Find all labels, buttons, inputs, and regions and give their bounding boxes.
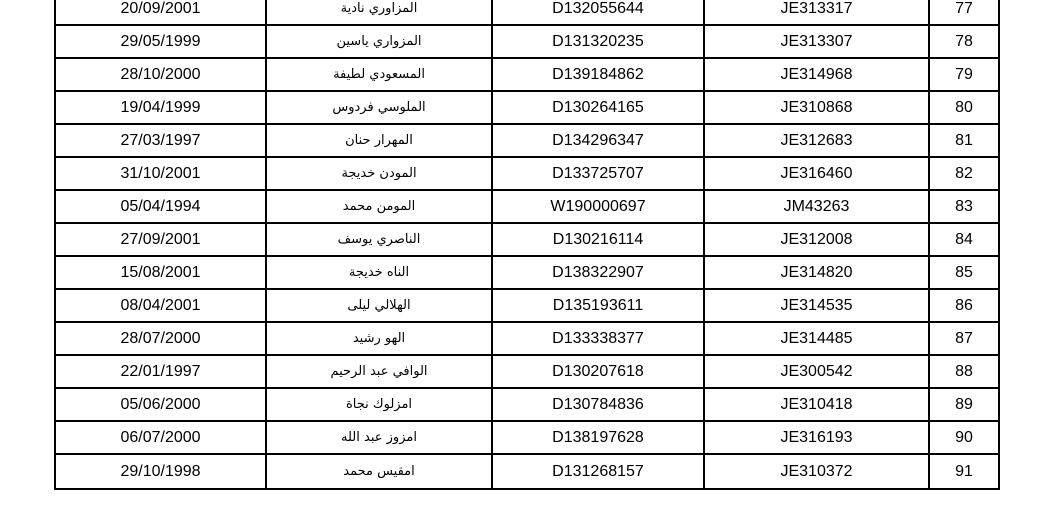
birth-date-cell: 06/07/2000: [55, 421, 266, 454]
table-row: [55, 223, 999, 256]
student-code-cell: JE316193: [704, 421, 929, 454]
table-row: [55, 124, 999, 157]
student-code-cell: JE312008: [704, 223, 929, 256]
table-body: [55, 0, 999, 489]
full-name-cell: المزاوري نادية: [266, 0, 492, 25]
birth-date-cell: 19/04/1999: [55, 91, 266, 124]
row-number-cell: 79: [929, 58, 999, 91]
full-name-cell: امزوز عبد الله: [266, 421, 492, 454]
table-row: [55, 454, 999, 489]
full-name-cell: المومن محمد: [266, 190, 492, 223]
row-number-cell: 87: [929, 322, 999, 355]
full-name-cell: الناصري يوسف: [266, 223, 492, 256]
student-code-cell: JE314820: [704, 256, 929, 289]
id-number-cell: D131320235: [492, 25, 704, 58]
full-name-cell: امقيس محمد: [266, 454, 492, 489]
student-code-cell: JE313317: [704, 0, 929, 25]
birth-date-cell: 31/10/2001: [55, 157, 266, 190]
student-code-cell: JE313307: [704, 25, 929, 58]
id-number-cell: D135193611: [492, 289, 704, 322]
student-code-cell: JE310418: [704, 388, 929, 421]
birth-date-cell: 15/08/2001: [55, 256, 266, 289]
student-code-cell: JE314485: [704, 322, 929, 355]
id-number-cell: D130216114: [492, 223, 704, 256]
table-row: [55, 421, 999, 454]
table-row: [55, 289, 999, 322]
row-number-cell: 89: [929, 388, 999, 421]
full-name-cell: الوافي عبد الرحيم: [266, 355, 492, 388]
student-code-cell: JE316460: [704, 157, 929, 190]
table-row: [55, 157, 999, 190]
student-code-cell: JE310868: [704, 91, 929, 124]
full-name-cell: امزلوك نجاة: [266, 388, 492, 421]
full-name-cell: المودن خديجة: [266, 157, 492, 190]
student-code-cell: JE312683: [704, 124, 929, 157]
table-row: [55, 322, 999, 355]
student-code-cell: JE314968: [704, 58, 929, 91]
id-number-cell: W190000697: [492, 190, 704, 223]
table-row: [55, 190, 999, 223]
table-row: [55, 388, 999, 421]
id-number-cell: D132055644: [492, 0, 704, 25]
birth-date-cell: 29/05/1999: [55, 25, 266, 58]
full-name-cell: الملوسي فردوس: [266, 91, 492, 124]
birth-date-cell: 29/10/1998: [55, 454, 266, 489]
row-number-cell: 85: [929, 256, 999, 289]
id-number-cell: D131268157: [492, 454, 704, 489]
student-list-table: [54, 0, 1000, 490]
row-number-cell: 88: [929, 355, 999, 388]
birth-date-cell: 28/10/2000: [55, 58, 266, 91]
row-number-cell: 78: [929, 25, 999, 58]
row-number-cell: 91: [929, 454, 999, 489]
table-row: [55, 58, 999, 91]
full-name-cell: المسعودي لطيفة: [266, 58, 492, 91]
row-number-cell: 82: [929, 157, 999, 190]
birth-date-cell: 05/04/1994: [55, 190, 266, 223]
row-number-cell: 83: [929, 190, 999, 223]
row-number-cell: 84: [929, 223, 999, 256]
student-code-cell: JM43263: [704, 190, 929, 223]
id-number-cell: D138197628: [492, 421, 704, 454]
table-row: [55, 91, 999, 124]
full-name-cell: الهلالي ليلى: [266, 289, 492, 322]
student-code-cell: JE300542: [704, 355, 929, 388]
full-name-cell: الهو رشيد: [266, 322, 492, 355]
row-number-cell: 80: [929, 91, 999, 124]
row-number-cell: 77: [929, 0, 999, 25]
id-number-cell: D133725707: [492, 157, 704, 190]
row-number-cell: 90: [929, 421, 999, 454]
id-number-cell: D139184862: [492, 58, 704, 91]
full-name-cell: المزواري ياسين: [266, 25, 492, 58]
birth-date-cell: 28/07/2000: [55, 322, 266, 355]
id-number-cell: D134296347: [492, 124, 704, 157]
row-number-cell: 86: [929, 289, 999, 322]
id-number-cell: D130264165: [492, 91, 704, 124]
id-number-cell: D133338377: [492, 322, 704, 355]
table-row: [55, 256, 999, 289]
full-name-cell: الناه خديجة: [266, 256, 492, 289]
row-number-cell: 81: [929, 124, 999, 157]
full-name-cell: المهرار حنان: [266, 124, 492, 157]
birth-date-cell: 08/04/2001: [55, 289, 266, 322]
id-number-cell: D130207618: [492, 355, 704, 388]
student-code-cell: JE314535: [704, 289, 929, 322]
birth-date-cell: 05/06/2000: [55, 388, 266, 421]
id-number-cell: D130784836: [492, 388, 704, 421]
birth-date-cell: 20/09/2001: [55, 0, 266, 25]
birth-date-cell: 27/03/1997: [55, 124, 266, 157]
birth-date-cell: 22/01/1997: [55, 355, 266, 388]
table-row: [55, 0, 999, 25]
student-code-cell: JE310372: [704, 454, 929, 489]
birth-date-cell: 27/09/2001: [55, 223, 266, 256]
id-number-cell: D138322907: [492, 256, 704, 289]
table-row: [55, 355, 999, 388]
table-row: [55, 25, 999, 58]
